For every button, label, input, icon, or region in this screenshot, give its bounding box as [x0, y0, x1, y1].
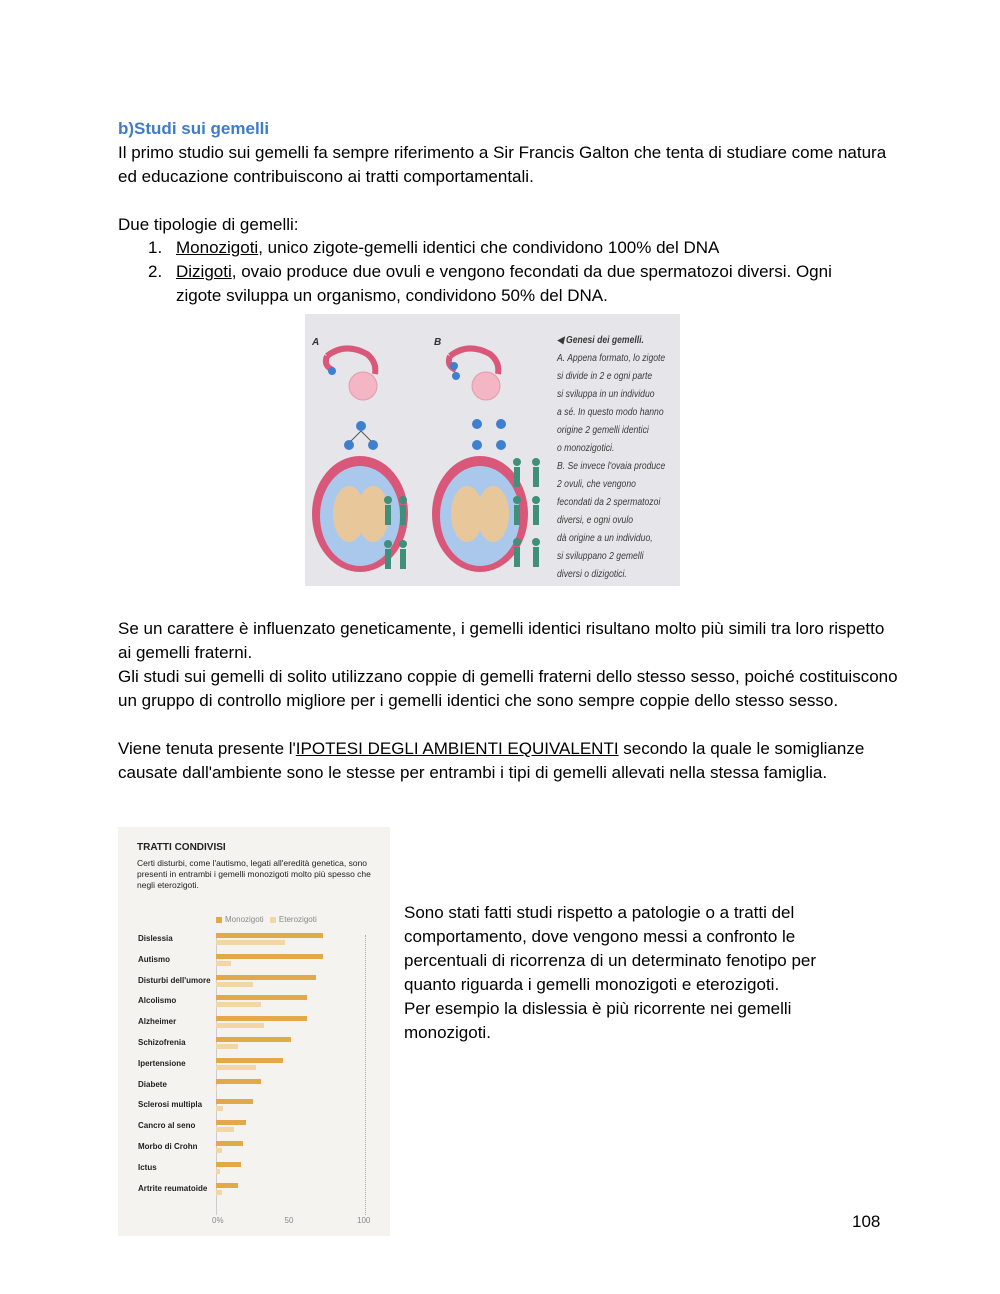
side-text-2: Per esempio la dislessia è più ricorrente nei gemelli monozigoti. [404, 999, 792, 1042]
caption-line: diversi o dizigotici. [557, 569, 627, 580]
bar-eterozigoti [216, 1106, 223, 1111]
x-tick-label: 0% [212, 1216, 224, 1225]
caption-line: fecondati da 2 spermatozoi [557, 497, 661, 508]
category-label: Autismo [138, 954, 170, 964]
list-item-text: , unico zigote-gemelli identici che condividono 100% del DNA [258, 238, 720, 257]
caption-line: dà origine a un individuo, [557, 533, 653, 544]
cell-a1 [344, 440, 354, 450]
category-label: Sclerosi multipla [138, 1100, 203, 1110]
bar-eterozigoti [216, 1086, 217, 1091]
category-label: Dislessia [138, 934, 173, 943]
legend-label: Eterozigoti [278, 915, 317, 924]
uterus-b [449, 348, 498, 374]
bar-monozigoti [216, 995, 307, 1000]
category-label: Diabete [138, 1079, 167, 1089]
cell-b2 [496, 419, 506, 429]
bar-eterozigoti [216, 1190, 222, 1195]
bar-eterozigoti [216, 1002, 261, 1007]
legend-swatch-mono [216, 917, 222, 923]
bar-eterozigoti [216, 961, 231, 966]
hypothesis-pre: Viene tenuta presente l' [118, 739, 296, 758]
paragraph-genetic: Se un carattere è influenzato geneticamente, i gemelli identici risultano molto più simili tra loro rispetto ai gemelli fraterni. [118, 619, 885, 662]
bar-eterozigoti [216, 1127, 234, 1132]
caption-line: o monozigotici. [557, 443, 615, 454]
term-monozigoti: Monozigoti [176, 238, 259, 257]
bar-monozigoti [216, 954, 323, 959]
caption-line: si sviluppa in un individuo [557, 389, 655, 400]
zygote-b1 [450, 362, 458, 370]
chart-title: TRATTI CONDIVISI [137, 842, 226, 853]
category-label: Alzheimer [138, 1017, 177, 1027]
category-label: Schizofrenia [138, 1038, 186, 1047]
chart-legend [216, 915, 317, 924]
list-item [118, 260, 878, 308]
x-tick-label: 100 [357, 1216, 371, 1225]
egg-a [349, 372, 377, 400]
twin-types-list [118, 236, 878, 308]
list-item-text: , ovaio produce due ovuli e vengono fecondati da due spermatozoi diversi. Ogni zigote sviluppa un organismo, condividono 50% del DNA. [176, 262, 832, 305]
list-number: 2. [148, 262, 163, 281]
bar-monozigoti [216, 1058, 283, 1063]
cell-b1 [472, 419, 482, 429]
bar-monozigoti [216, 1037, 291, 1042]
zygote-a-split [356, 421, 366, 431]
legend-swatch-etero [270, 917, 276, 923]
paragraph-hypothesis [118, 737, 898, 785]
paragraph-fraternal: Gli studi sui gemelli di solito utilizzano coppie di gemelli fraterni dello stesso sesso, poiché costituiscono un gruppo di controllo migliore per i gemelli identici che sono sempre coppie dello stesso sesso. [118, 667, 898, 710]
caption-line: B. Se invece l'ovaia produce [557, 461, 666, 472]
hypothesis-term: IPOTESI DEGLI AMBIENTI EQUIVALENTI [295, 739, 619, 758]
figure-caption [557, 332, 666, 584]
category-label: Cancro al seno [138, 1121, 196, 1131]
shared-traits-chart [118, 827, 390, 1236]
bar-monozigoti [216, 975, 316, 980]
bar-eterozigoti [216, 1044, 238, 1049]
category-label: Ipertensione [138, 1058, 186, 1068]
list-number: 1. [148, 238, 163, 257]
intro-paragraph: Il primo studio sui gemelli fa sempre riferimento a Sir Francis Galton che tenta di studiare come natura ed educazione contribuiscono ai tratti comportamentali. [118, 143, 887, 186]
caption-line: si divide in 2 e ogni parte [557, 371, 653, 382]
legend-label: Monozigoti [225, 915, 264, 924]
bar-monozigoti [216, 1016, 307, 1021]
bar-monozigoti [216, 1099, 253, 1104]
chart-subtitle: Certi disturbi, come l'autismo, legati all'eredità genetica, sono presenti in entrambi i gemelli monozigoti molto più spesso che negli eterozigoti. [137, 858, 371, 890]
label-a: A [312, 337, 320, 348]
bar-eterozigoti [216, 940, 285, 945]
hypothesis-post: secondo la quale le somiglianze causate dall'ambiente sono le stesse per entrambi i tipi di gemelli allevati nella stessa famiglia. [118, 739, 865, 782]
bar-monozigoti [216, 1162, 241, 1167]
bar-monozigoti [216, 1183, 238, 1188]
zygote-b2 [452, 372, 460, 380]
page-number: 108 [852, 1212, 881, 1231]
caption-line: diversi, e ogni ovulo [557, 515, 634, 526]
caption-line: a sé. In questo modo hanno [557, 407, 664, 418]
caption-line: A. Appena formato, lo zigote [557, 353, 666, 364]
list-item [118, 236, 878, 260]
cell-b4 [496, 440, 506, 450]
section-heading: b)Studi sui gemelli [118, 119, 270, 138]
chart-gridline-100 [365, 935, 366, 1215]
zygote-a [328, 367, 336, 375]
term-dizigoti: Dizigoti [176, 262, 232, 281]
caption-title: ◀ Genesi dei gemelli. [557, 335, 644, 346]
category-label: Artrite reumatoide [138, 1183, 208, 1193]
egg-b [472, 372, 500, 400]
category-label: Alcolismo [138, 996, 177, 1006]
cell-a2 [368, 440, 378, 450]
side-paragraph [404, 901, 864, 1045]
category-label: Disturbi dell'umore [138, 975, 211, 985]
twins-genesis-figure [305, 314, 680, 586]
bar-eterozigoti [216, 1065, 256, 1070]
bar-eterozigoti [216, 982, 253, 987]
x-tick-label: 50 [284, 1216, 294, 1225]
caption-line: origine 2 gemelli identici [557, 425, 649, 436]
cell-b3 [472, 440, 482, 450]
bar-eterozigoti [216, 1023, 264, 1028]
category-label: Morbo di Crohn [138, 1142, 198, 1151]
category-label: Ictus [138, 1162, 157, 1172]
bar-eterozigoti [216, 1148, 222, 1153]
bar-monozigoti [216, 1120, 246, 1125]
bar-monozigoti [216, 933, 323, 938]
bar-monozigoti [216, 1079, 261, 1084]
types-intro: Due tipologie di gemelli: [118, 215, 299, 234]
side-text-1: Sono stati fatti studi rispetto a patologie o a tratti del comportamento, dove vengono messi a confronto le percentuali di ricorrenza di un determinato fenotipo per quanto riguarda i gemelli monozigoti e eterozigoti. [404, 903, 817, 994]
caption-line: si sviluppano 2 gemelli [557, 551, 644, 562]
bar-monozigoti [216, 1141, 243, 1146]
caption-line: 2 ovuli, che vengono [557, 479, 636, 490]
bar-eterozigoti [216, 1169, 220, 1174]
label-b: B [434, 337, 442, 348]
